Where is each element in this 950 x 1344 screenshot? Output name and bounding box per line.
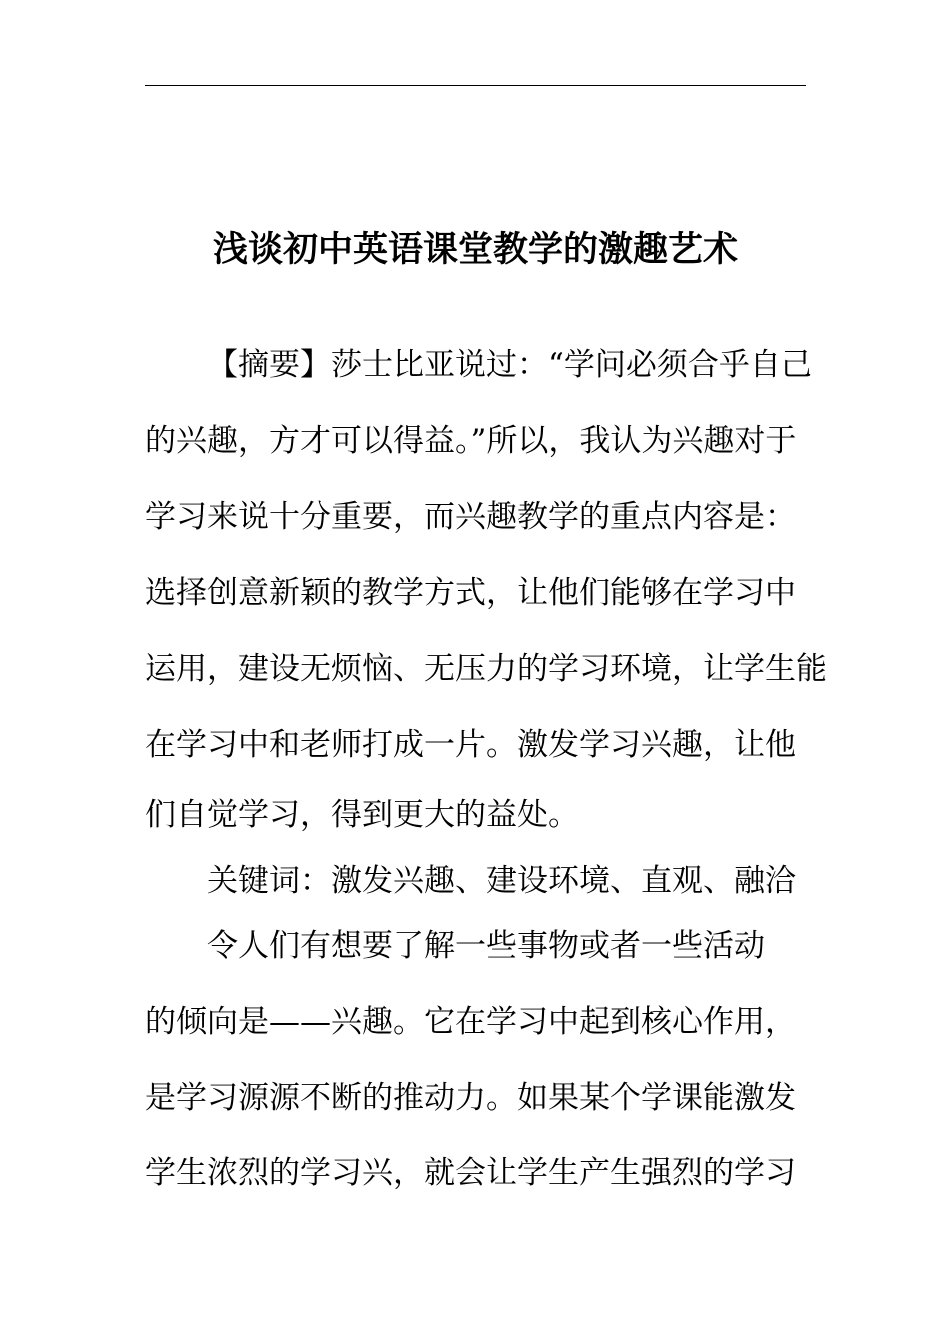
abstract-line-4: 选择创意新颖的教学方式，让他们能够在学习中	[145, 575, 796, 611]
abstract-line-3: 学习来说十分重要，而兴趣教学的重点内容是：	[145, 499, 796, 535]
document-title: 浅谈初中英语课堂教学的激趣艺术	[212, 229, 738, 270]
keywords-line: 关键词：激发兴趣、建设环境、直观、融洽	[207, 863, 796, 899]
abstract-line-5: 运用，建设无烦恼、无压力的学习环境，让学生能	[145, 651, 827, 687]
body-line-1: 令人们有想要了解一些事物或者一些活动	[207, 928, 765, 964]
body-line-4: 学生浓烈的学习兴，就会让学生产生强烈的学习	[145, 1155, 796, 1191]
abstract-line-1: 【摘要】莎士比亚说过：“学问必须合乎自己	[207, 347, 812, 383]
header-rule	[145, 85, 806, 86]
body-line-2: 的倾向是——兴趣。它在学习中起到核心作用，	[145, 1004, 796, 1040]
abstract-line-6: 在学习中和老师打成一片。激发学习兴趣，让他	[145, 727, 796, 763]
abstract-line-7: 们自觉学习，得到更大的益处。	[145, 797, 579, 833]
abstract-line-2: 的兴趣，方才可以得益。”所以，我认为兴趣对于	[145, 423, 797, 459]
body-line-3: 是学习源源不断的推动力。如果某个学课能激发	[145, 1080, 796, 1116]
